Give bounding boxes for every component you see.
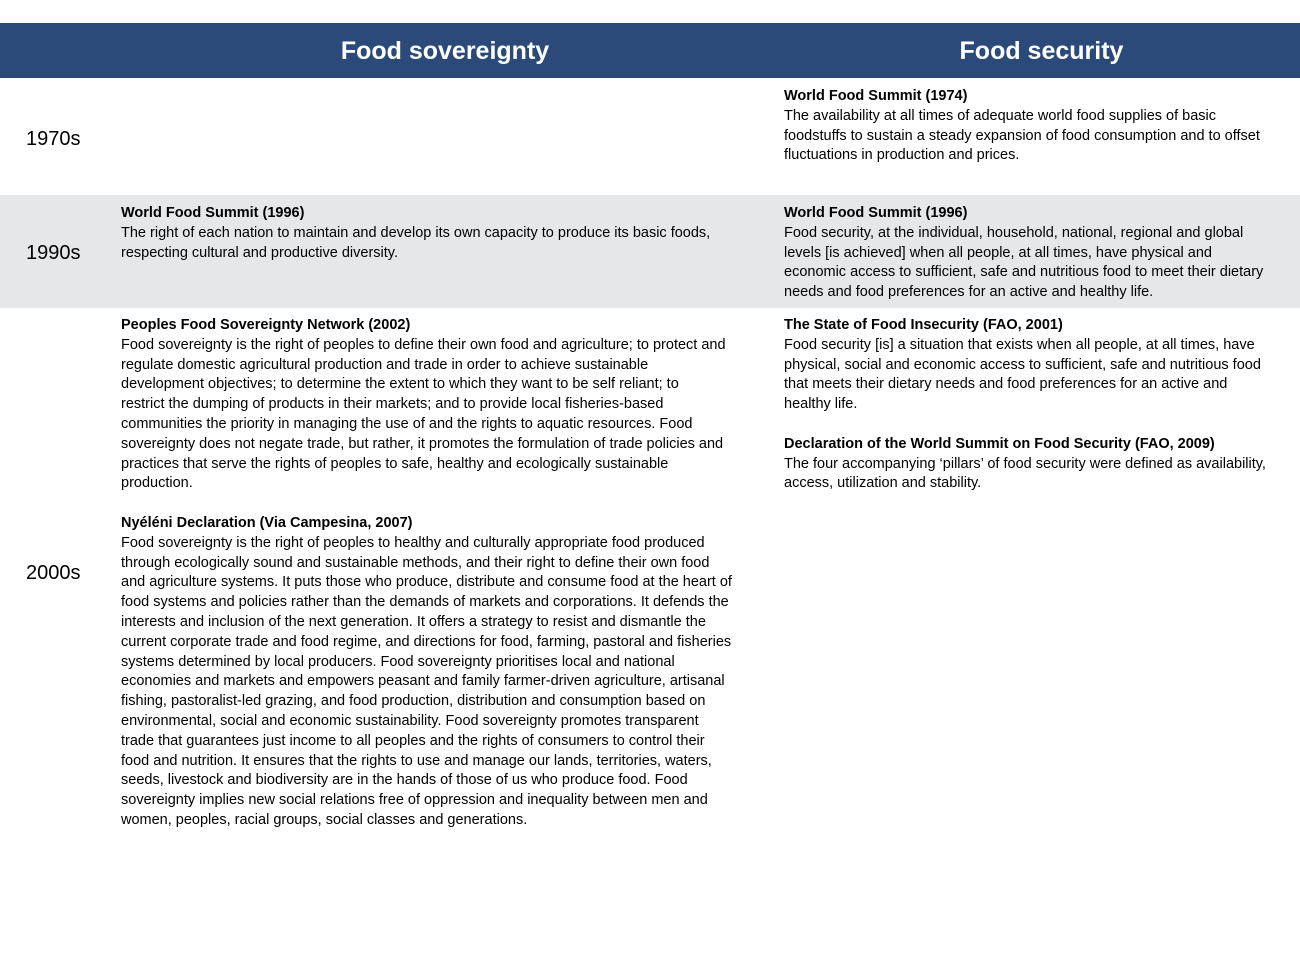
definition-source: World Food Summit (1974)	[784, 88, 968, 104]
food-sovereignty-cell	[121, 316, 732, 831]
table-row-1990s	[0, 195, 1300, 308]
food-security-cell	[784, 316, 1266, 494]
definition-text: Food sovereignty is the right of peoples to healthy and culturally appropriate food produced through ecologically sound and sustainable methods, and their right to define their own food and agriculture systems. It puts those who produce, distribute and consume food at the heart of food systems and policies rather than the demands of markets and corporations. It defends the interests and inclusion of the next generation. It offers a strategy to resist and dismantle the current corporate trade and food regime, and directions for food, farming, pastoral and fisheries systems determined by local producers. Food sovereignty prioritises local and national economies and markets and empowers peasant and family farmer-driven agriculture, artisanal fishing, pastoralist-led grazing, and food production, distribution and consumption based on environmental, social and economic sustainability. Food sovereignty promotes transparent trade that guarantees just income to all peoples and the rights of consumers to control their food and nutrition. It ensures that the rights to use and manage our lands, territories, waters, seeds, livestock and biodiversity are in the hands of those of us who produce food. Food sovereignty implies new social relations free of oppression and inequality between men and women, peoples, racial groups, social classes and generations.	[121, 534, 732, 828]
definition-text: The availability at all times of adequate world food supplies of basic foodstuffs to sustain a steady expansion of food consumption and to offset fluctuations in production and prices.	[784, 107, 1260, 164]
definition-text: Food sovereignty is the right of peoples to define their own food and agriculture; to protect and regulate domestic agricultural production and trade in order to achieve sustainable development objectives; to determine the extent to which they want to be self reliant; to restrict the dumping of products in their markets; and to provide local fisheries-based communities the priority in managing the use of and the rights to aquatic resources. Food sovereignty does not negate trade, but rather, it promotes the formulation of trade policies and practices that serve the rights of peoples to safe, healthy and ecologically sustainable production.	[121, 336, 726, 492]
definition-source: World Food Summit (1996)	[784, 205, 968, 221]
table-row-1970s	[0, 78, 1300, 195]
definition-text: The four accompanying ‘pillars’ of food security were defined as availability, access, utilization and stability.	[784, 455, 1266, 492]
definition-source: The State of Food Insecurity (FAO, 2001)	[784, 317, 1063, 333]
definition-source: Nyéléni Declaration (Via Campesina, 2007)	[121, 514, 413, 531]
decade-label: 1990s	[26, 242, 81, 264]
decade-label: 2000s	[26, 562, 81, 584]
definition-source: Declaration of the World Summit on Food Security (FAO, 2009)	[784, 435, 1215, 452]
food-sovereignty-cell	[121, 204, 710, 263]
column-header-food-security: Food security	[959, 37, 1124, 65]
definition-text: The right of each nation to maintain and develop its own capacity to produce its basic foods, respecting cultural and productive diversity.	[121, 224, 711, 261]
table-header	[0, 23, 1300, 78]
spacer	[121, 494, 732, 514]
definition-text: Food security [is] a situation that exists when all people, at all times, have physical, social and economic access to sufficient, safe and nutritious food that meets their dietary needs and food preferences for an active and healthy life.	[784, 336, 1261, 413]
definition-text: Food security, at the individual, household, national, regional and global levels [is achieved] when all people, at all times, have physical and economic access to sufficient, safe and nutritious food to meet their dietary needs and food preferences for an active and healthy life.	[784, 224, 1264, 301]
definition-source: World Food Summit (1996)	[121, 205, 305, 221]
food-security-cell	[784, 204, 1263, 303]
spacer	[784, 415, 1266, 435]
definition-source: Peoples Food Sovereignty Network (2002)	[121, 317, 411, 333]
column-header-food-sovereignty: Food sovereignty	[340, 37, 550, 65]
decade-label: 1970s	[26, 128, 81, 150]
food-security-cell	[784, 87, 1260, 166]
table-row-2000s	[0, 308, 1300, 848]
